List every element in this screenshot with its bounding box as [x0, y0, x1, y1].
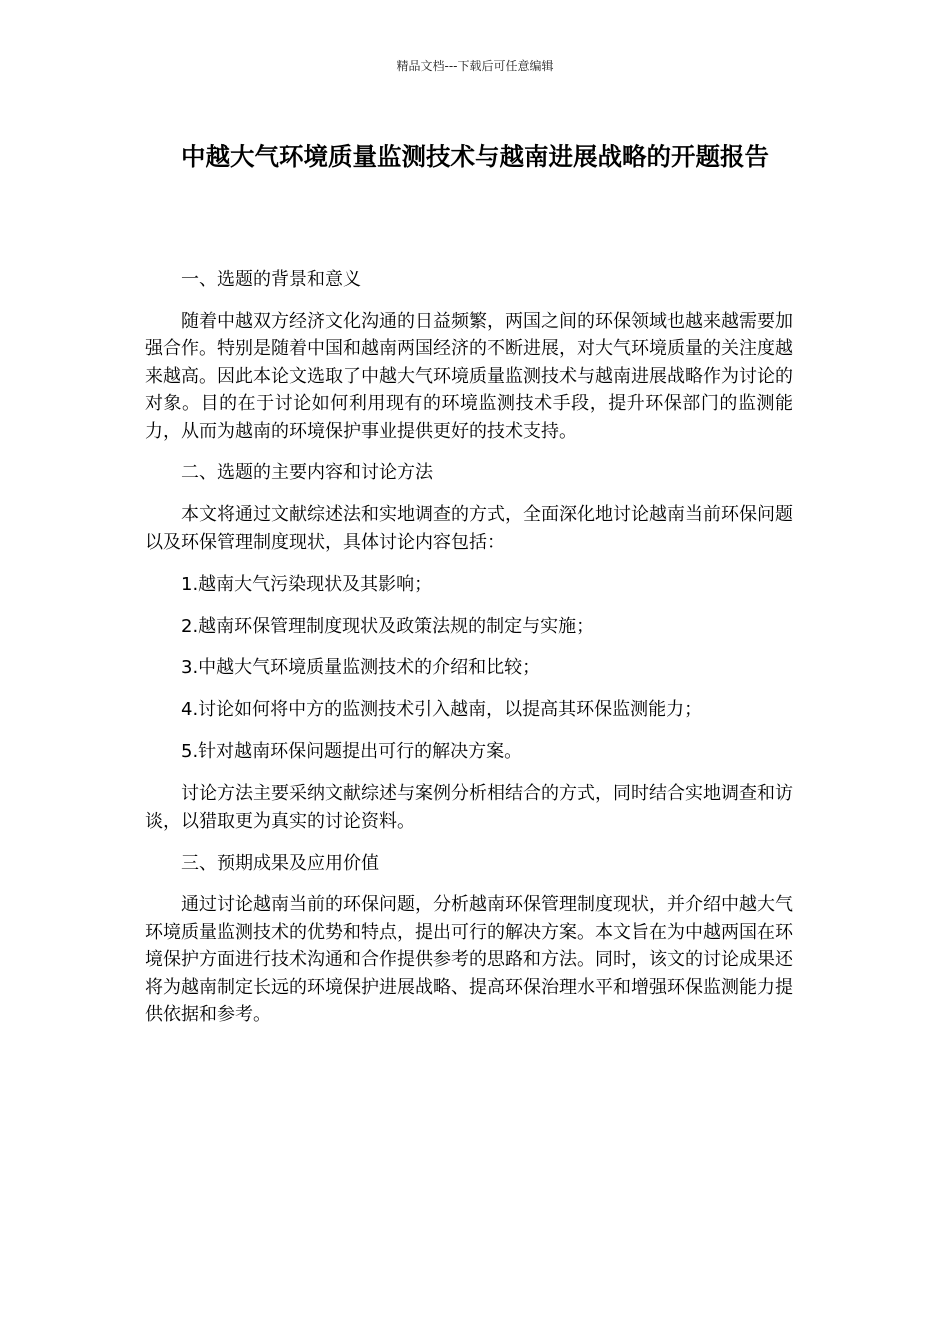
header-note: 精品文档---下载后可任意编辑: [396, 59, 554, 73]
section-3-paragraph: 通过讨论越南当前的环保问题，分析越南环保管理制度现状，并介绍中越大气环境质量监测技术的优势和特点，提出可行的解决方案。本文旨在为中越两国在环境保护方面进行技术沟通和合作提供参考的思路和方法。同时，该文的讨论成果还将为越南制定长远的环境保护进展战略、提高环保治理水平和增强环保监测能力提供依据和参考。: [145, 894, 793, 1026]
section-heading-2: 二、选题的主要内容和讨论方法: [181, 462, 433, 484]
section-2-paragraph-2: 讨论方法主要采纳文献综述与案例分析相结合的方式，同时结合实地调查和访谈，以猎取更为真实的讨论资料。: [145, 783, 793, 832]
section-2-paragraph-1: 本文将通过文献综述法和实地调查的方式，全面深化地讨论越南当前环保问题以及环保管理制度现状，具体讨论内容包括：: [145, 504, 793, 553]
section-heading-3: 三、预期成果及应用价值: [181, 852, 379, 874]
document-title: 中越大气环境质量监测技术与越南进展战略的开题报告: [181, 142, 769, 171]
document-body: [145, 266, 793, 1043]
list-item-5: 5.针对越南环保问题提出可行的解决方案。: [181, 741, 523, 763]
list-item-4: 4.讨论如何将中方的监测技术引入越南，以提高其环保监测能力；: [181, 699, 703, 721]
list-item-1: 1.越南大气污染现状及其影响；: [181, 573, 433, 595]
section-1-paragraph: 随着中越双方经济文化沟通的日益频繁，两国之间的环保领域也越来越需要加强合作。特别是随着中国和越南两国经济的不断进展，对大气环境质量的关注度越来越高。因此本论文选取了中越大气环境质量监测技术与越南进展战略作为讨论的对象。目的在于讨论如何利用现有的环境监测技术手段，提升环保部门的监测能力，从而为越南的环境保护事业提供更好的技术支持。: [145, 310, 793, 442]
list-item-2: 2.越南环保管理制度现状及政策法规的制定与实施；: [181, 615, 595, 637]
list-item-3: 3.中越大气环境质量监测技术的介绍和比较；: [181, 657, 541, 679]
section-heading-1: 一、选题的背景和意义: [181, 269, 361, 290]
